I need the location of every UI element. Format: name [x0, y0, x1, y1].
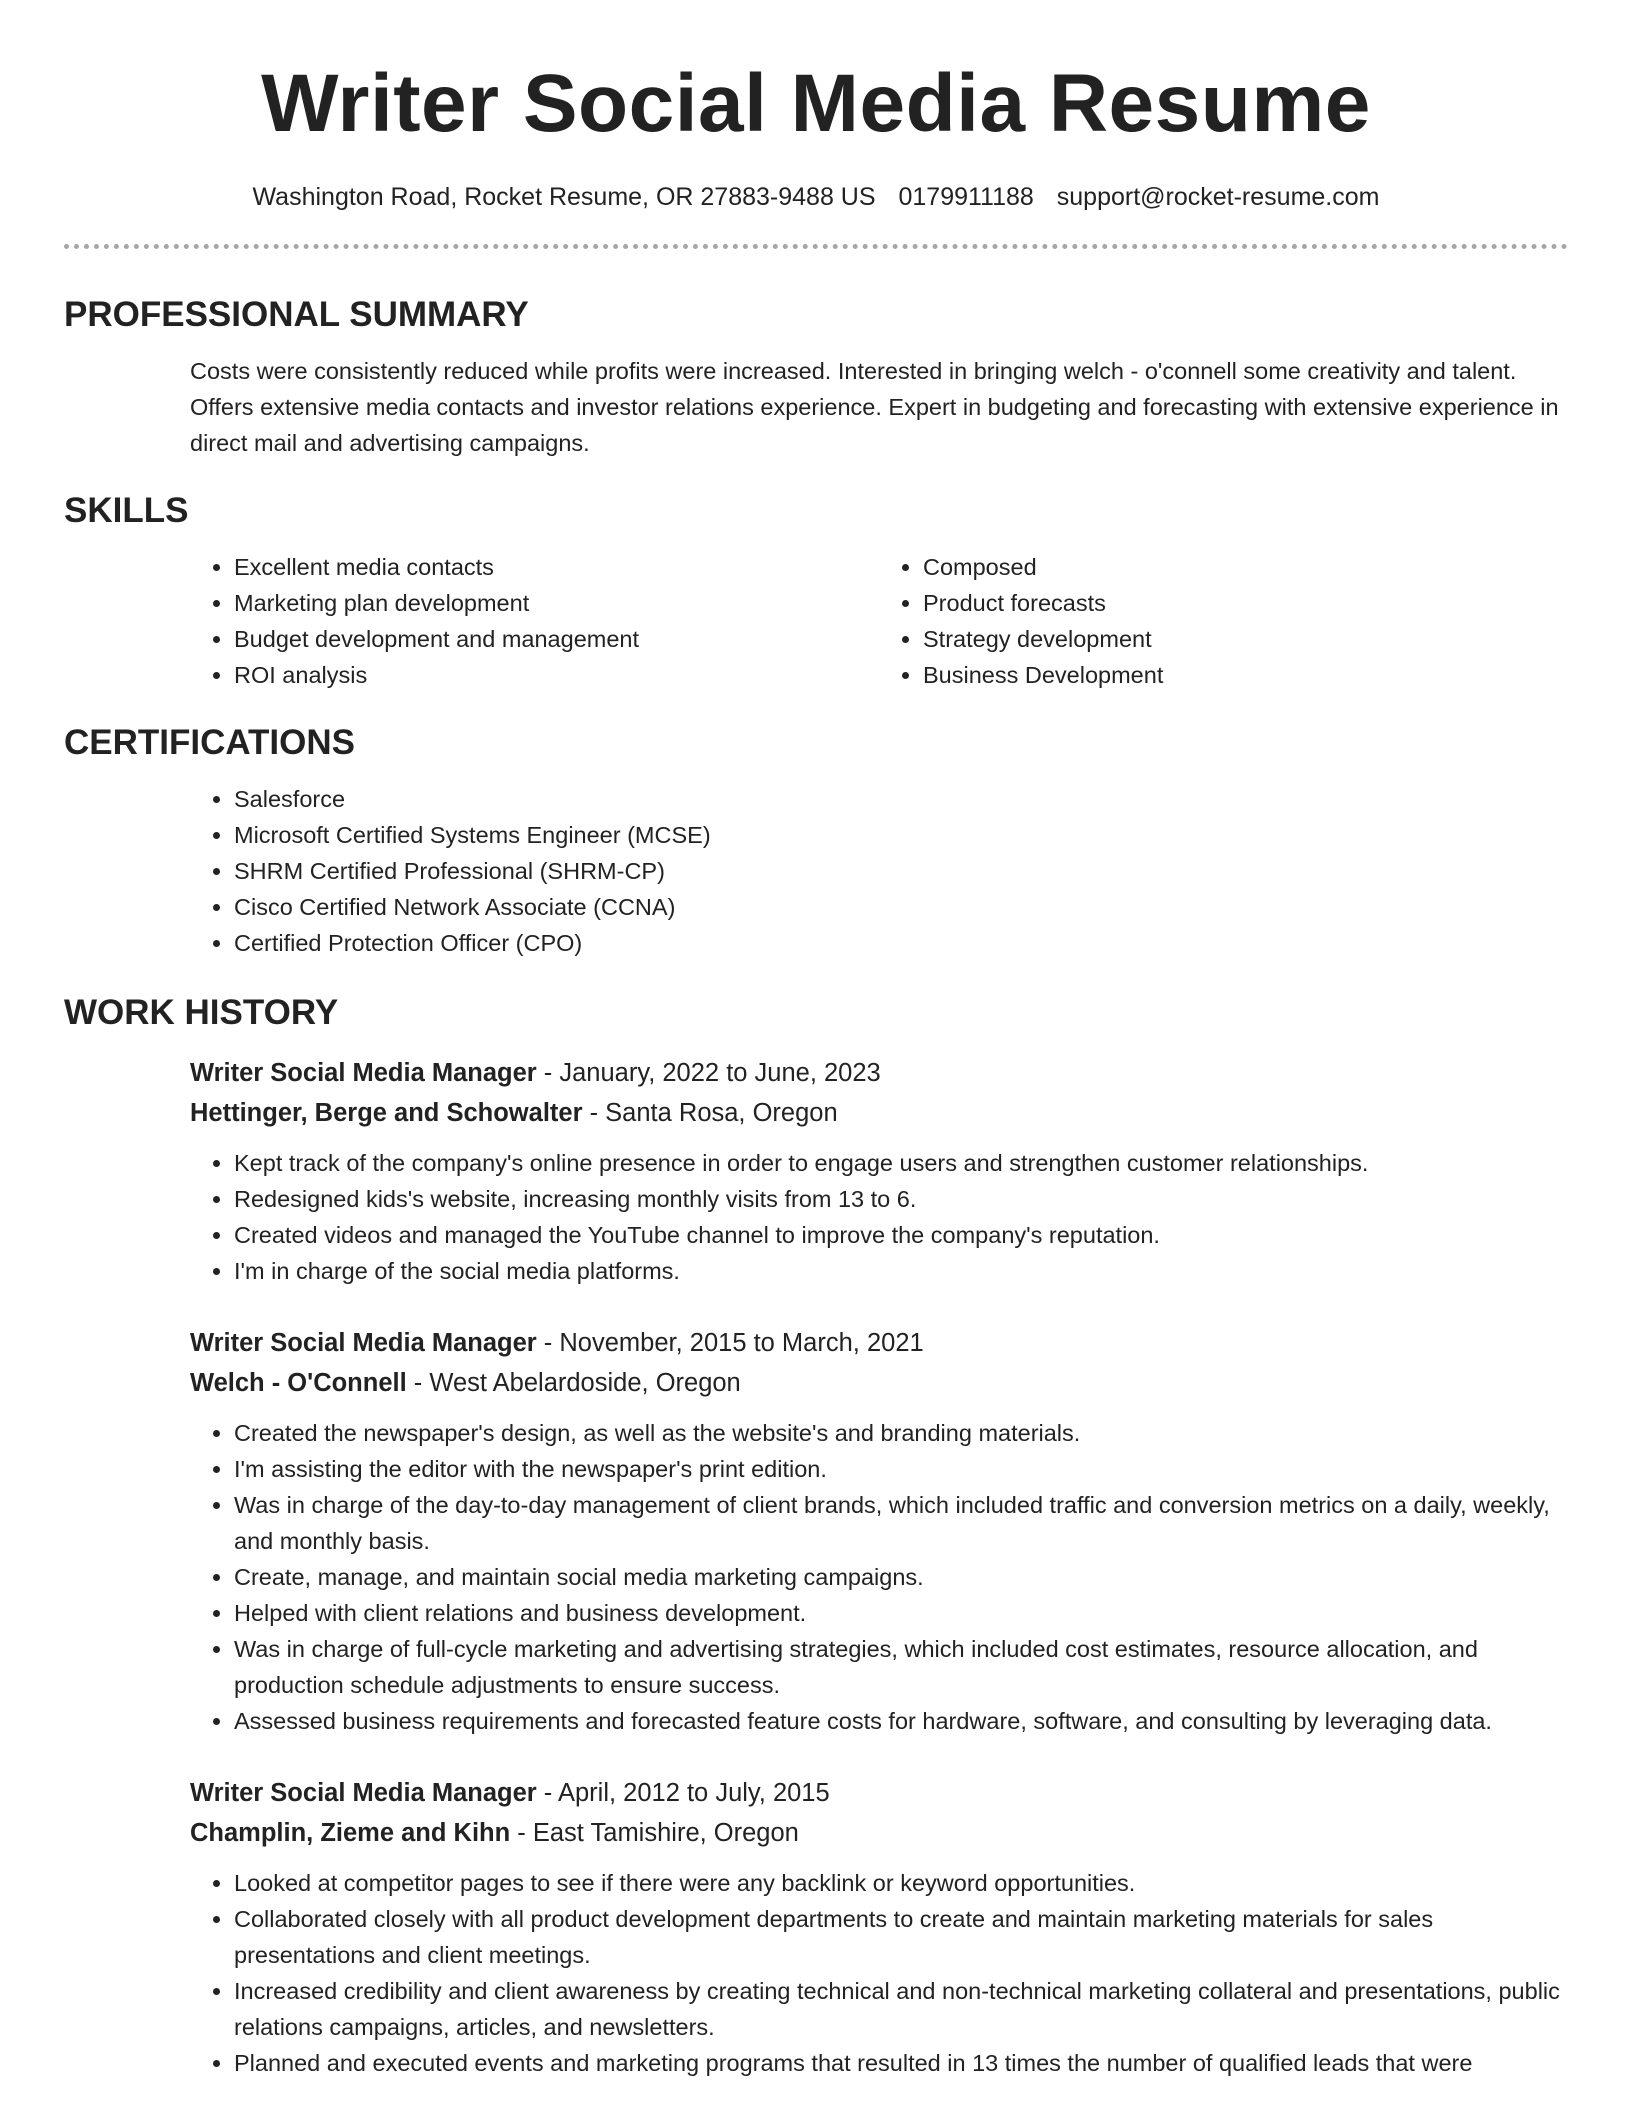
- skill-item: • Composed: [923, 549, 1568, 585]
- skill-item: • Product forecasts: [923, 585, 1568, 621]
- job-bullet: • I'm assisting the editor with the newspaper's print edition.: [234, 1451, 1568, 1487]
- job-role-line: [190, 1053, 1568, 1093]
- resume-page: [64, 0, 1568, 2081]
- skills-grid: [190, 549, 1568, 693]
- job-company-line: [190, 1093, 1568, 1133]
- job-bullets: [190, 1865, 1568, 2081]
- job-bullets: [190, 1145, 1568, 1289]
- job-location: - Santa Rosa, Oregon: [582, 1099, 838, 1127]
- contact-email: support@rocket-resume.com: [1056, 183, 1380, 211]
- job-company: Champlin, Zieme and Kihn: [190, 1819, 511, 1847]
- job-bullet: • Assessed business requirements and forecasted feature costs for hardware, software, and consulting by leveraging data.: [234, 1703, 1568, 1739]
- job-company-line: [190, 1813, 1568, 1853]
- job-bullet: • Planned and executed events and marketing programs that resulted in 13 times the number of qualified leads that were: [234, 2045, 1568, 2081]
- summary-section: [64, 293, 1568, 461]
- job-entry: [190, 1053, 1568, 1289]
- job-company: Welch - O'Connell: [190, 1369, 407, 1397]
- job-bullet: • Increased credibility and client awareness by creating technical and non-technical marketing collateral and presentations, public relations campaigns, articles, and newsletters.: [234, 1973, 1568, 2045]
- contact-address: Washington Road, Rocket Resume, OR 27883-9488 US: [252, 183, 876, 211]
- job-bullet: • I'm in charge of the social media platforms.: [234, 1253, 1568, 1289]
- contact-line: [64, 180, 1568, 214]
- skill-item: • Budget development and management: [234, 621, 879, 657]
- job-bullet: • Looked at competitor pages to see if there were any backlink or keyword opportunities.: [234, 1865, 1568, 1901]
- job-bullets: [190, 1415, 1568, 1739]
- job-dates: - January, 2022 to June, 2023: [536, 1059, 881, 1087]
- job-bullet: • Collaborated closely with all product development departments to create and maintain marketing materials for sales presentations and client meetings.: [234, 1901, 1568, 1973]
- job-role-line: [190, 1323, 1568, 1363]
- job-bullet: • Created the newspaper's design, as well as the website's and branding materials.: [234, 1415, 1568, 1451]
- job-location: - West Abelardoside, Oregon: [406, 1369, 741, 1397]
- certification-item: • Cisco Certified Network Associate (CCNA): [234, 889, 1568, 925]
- job-bullet: • Kept track of the company's online presence in order to engage users and strengthen customer relationships.: [234, 1145, 1568, 1181]
- job-role: Writer Social Media Manager: [190, 1059, 537, 1087]
- job-entry: [190, 1323, 1568, 1739]
- job-bullet: • Helped with client relations and business development.: [234, 1595, 1568, 1631]
- certification-item: • Microsoft Certified Systems Engineer (MCSE): [234, 817, 1568, 853]
- certifications-list: [190, 781, 1568, 961]
- certification-item: • Salesforce: [234, 781, 1568, 817]
- header-divider: [64, 244, 1568, 249]
- job-role: Writer Social Media Manager: [190, 1779, 537, 1807]
- skill-item: • Business Development: [923, 657, 1568, 693]
- skills-left-column: [190, 549, 879, 693]
- skill-item: • Strategy development: [923, 621, 1568, 657]
- skills-section: [64, 489, 1568, 693]
- job-role: Writer Social Media Manager: [190, 1329, 537, 1357]
- skills-right-column: [879, 549, 1568, 693]
- job-bullet: • Created videos and managed the YouTube channel to improve the company's reputation.: [234, 1217, 1568, 1253]
- certification-item: • SHRM Certified Professional (SHRM-CP): [234, 853, 1568, 889]
- job-dates: - November, 2015 to March, 2021: [536, 1329, 924, 1357]
- certification-item: • Certified Protection Officer (CPO): [234, 925, 1568, 961]
- skill-item: • Excellent media contacts: [234, 549, 879, 585]
- job-dates: - April, 2012 to July, 2015: [536, 1779, 830, 1807]
- job-bullet: • Redesigned kids's website, increasing monthly visits from 13 to 6.: [234, 1181, 1568, 1217]
- certifications-bullets: [190, 781, 1568, 961]
- job-role-line: [190, 1773, 1568, 1813]
- certifications-heading: CERTIFICATIONS: [64, 723, 356, 762]
- job-company-line: [190, 1363, 1568, 1403]
- job-bullet: • Was in charge of full-cycle marketing and advertising strategies, which included cost estimates, resource allocation, and production schedule adjustments to ensure success.: [234, 1631, 1568, 1703]
- work-history-heading: WORK HISTORY: [64, 993, 339, 1032]
- job-company: Hettinger, Berge and Schowalter: [190, 1099, 583, 1127]
- certifications-section: [64, 721, 1568, 961]
- skill-item: • Marketing plan development: [234, 585, 879, 621]
- contact-phone: 0179911188: [898, 183, 1034, 211]
- work-history-section: [64, 991, 1568, 2081]
- summary-text: Costs were consistently reduced while profits were increased. Interested in bringing welch - o'connell some creativity and talent. Offers extensive media contacts and investor relations experience. Expert in budgeting and forecasting with extensive experience in direct mail and advertising campaigns.: [190, 358, 1559, 456]
- job-location: - East Tamishire, Oregon: [510, 1819, 799, 1847]
- job-entry: [190, 1773, 1568, 2081]
- resume-title: Writer Social Media Resume: [261, 58, 1371, 149]
- job-bullet: • Was in charge of the day-to-day management of client brands, which included traffic and conversion metrics on a daily, weekly, and monthly basis.: [234, 1487, 1568, 1559]
- summary-heading: PROFESSIONAL SUMMARY: [64, 295, 529, 334]
- skills-heading: SKILLS: [64, 491, 189, 530]
- job-bullet: • Create, manage, and maintain social media marketing campaigns.: [234, 1559, 1568, 1595]
- skill-item: • ROI analysis: [234, 657, 879, 693]
